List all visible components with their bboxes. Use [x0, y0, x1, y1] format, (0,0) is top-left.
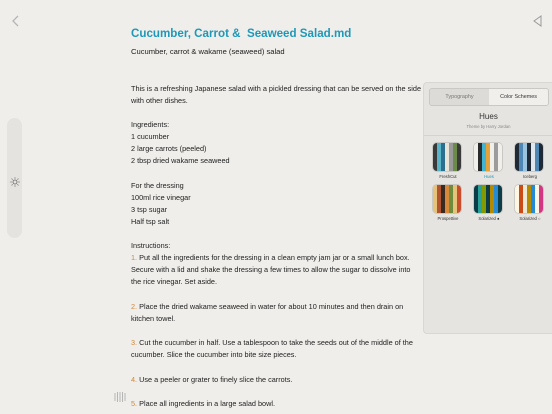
theme-swatch — [474, 185, 502, 213]
step-4-line — [131, 375, 292, 384]
dressing-item: 3 tsp sugar — [131, 205, 168, 214]
sun-icon — [10, 174, 20, 184]
theme-author: Theme by Harry Jordan — [466, 124, 511, 129]
theme-panel — [423, 82, 552, 334]
swatch-stripe — [498, 185, 502, 213]
ingredient-item: 2 tbsp dried wakame seaweed — [131, 156, 230, 165]
dressing-item: Half tsp salt — [131, 217, 170, 226]
theme-label: Solarized ○ — [519, 216, 541, 221]
swatch-stripe — [539, 143, 543, 171]
panel-toggle-icon[interactable] — [532, 14, 544, 28]
theme-label: Solarized ● — [478, 216, 500, 221]
instructions-heading: Instructions: — [131, 241, 171, 250]
step-text: Put all the ingredients for the dressing in a clean empty jam jar or a small lunch box. — [139, 253, 410, 262]
ingredient-item: 2 large carrots (peeled) — [131, 144, 207, 153]
theme-hues[interactable] — [474, 143, 504, 179]
divider — [424, 135, 552, 136]
theme-solarized-light[interactable] — [515, 185, 545, 221]
step-text: Secure with a lid and shake the dressing a few times to allow the sugar to dissolve into — [131, 265, 411, 274]
step-text: Use a peeler or grater to finely slice the carrots. — [139, 375, 293, 384]
dressing-item: 100ml rice vinegar — [131, 193, 191, 202]
panel-tabs — [429, 88, 549, 106]
theme-swatch — [433, 143, 461, 171]
intro-line: This is a refreshing Japanese salad with a pickled dressing that can be served on the side — [131, 84, 422, 93]
swatch-stripe — [457, 185, 461, 213]
step-text: Place all ingredients in a large salad bowl. — [139, 399, 276, 408]
document-subtitle: Cucumber, carrot & wakame (seaweed) salad — [131, 47, 285, 56]
step-5-line — [131, 399, 275, 408]
swatch-stripe — [457, 143, 461, 171]
grip-handle-icon[interactable] — [114, 389, 126, 399]
dressing-heading: For the dressing — [131, 181, 184, 190]
step-number: 5. — [131, 399, 138, 408]
ingredients-heading: Ingredients: — [131, 120, 170, 129]
theme-swatch — [433, 185, 461, 213]
step-2-line — [131, 302, 403, 311]
step-number: 2. — [131, 302, 138, 311]
step-text: kitchen towel. — [131, 314, 176, 323]
tab-typography[interactable]: Typography — [445, 94, 474, 100]
intro-line: with other dishes. — [131, 96, 188, 105]
step-text: Cut the cucumber in half. Use a tablespoon to take the seeds out of the middle of the — [139, 338, 413, 347]
step-number: 1. — [131, 253, 138, 262]
theme-label: FreshCut — [439, 174, 457, 179]
step-number: 3. — [131, 338, 138, 347]
step-1-line — [131, 253, 410, 262]
theme-iceberg[interactable] — [515, 143, 545, 179]
back-chevron-icon[interactable] — [10, 14, 22, 28]
theme-swatch — [515, 185, 543, 213]
theme-prospettive[interactable] — [433, 185, 463, 221]
step-number: 4. — [131, 375, 138, 384]
document-title: Cucumber, Carrot & Seaweed Salad.md — [131, 27, 352, 40]
theme-swatch — [474, 143, 502, 171]
step-text: Place the dried wakame seaweed in water for about 10 minutes and then drain on — [139, 302, 404, 311]
theme-label: Prospettive — [437, 216, 459, 221]
step-text: cucumber. Slice the cucumber into bite size pieces. — [131, 350, 297, 359]
theme-title: Hues — [479, 112, 498, 121]
theme-swatch — [515, 143, 543, 171]
step-text: the rice vinegar. Set aside. — [131, 277, 217, 286]
swatch-stripe — [498, 143, 502, 171]
ingredient-item: 1 cucumber — [131, 132, 170, 141]
step-3-line — [131, 338, 413, 347]
theme-label: Iceberg — [523, 174, 537, 179]
theme-label: Hues — [484, 174, 494, 179]
theme-solarized-dark[interactable] — [474, 185, 504, 221]
theme-freshcut[interactable] — [433, 143, 463, 179]
tab-color-schemes[interactable]: Color Schemes — [489, 89, 548, 105]
swatch-stripe — [539, 185, 543, 213]
